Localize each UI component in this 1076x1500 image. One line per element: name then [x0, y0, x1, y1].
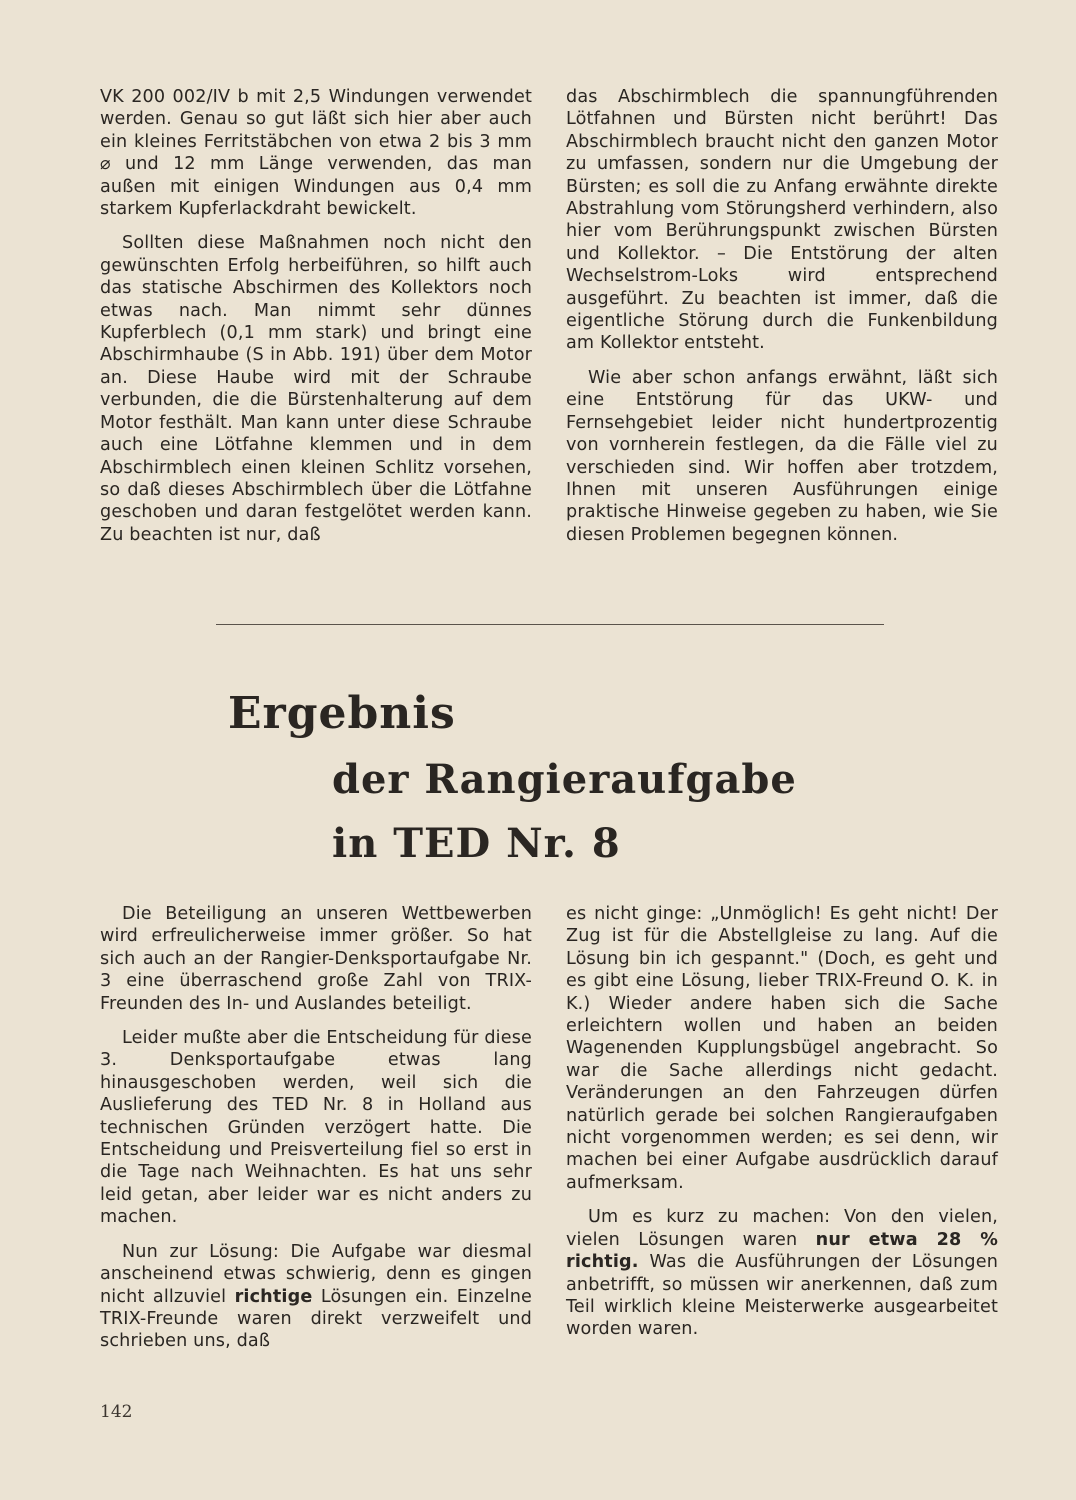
paragraph: Wie aber schon anfangs erwähnt, läßt sich eine Entstörung für das UKW- und Fernsehgebiet leider nicht hundertprozentig von vornherein festlegen, da die Fälle viel zu verschieden sind. Wir hoffen aber trotzdem, Ihnen mit unseren Ausführungen einige praktische Hinweise gegeben zu haben, wie Sie diesen Problemen begegnen können.: [566, 367, 998, 545]
heading-line-1: Ergebnis: [228, 688, 456, 739]
text-run: Nun zur Lösung: Die Aufgabe war diesmal anscheinend etwas schwierig, denn es gingen nicht allzuviel: [100, 1241, 532, 1307]
paragraph: Sollten diese Maßnahmen noch nicht den gewünschten Erfolg herbeiführen, so hilft auch das statische Abschirmen des Kollektors noch etwas nach. Man nimmt sehr dünnes Kupferblech (0,1 mm stark) und bringt eine Abschirmhaube (S in Abb. 191) über dem Motor an. Diese Haube wird mit der Schraube verbunden, die die Bürstenhalterung auf dem Motor festhält. Man kann unter diese Schraube auch eine Lötfahne klemmen und in dem Abschirmblech einen kleinen Schlitz vorsehen, so daß dieses Abschirmblech über die Lötfahne geschoben und daran festgelötet werden kann. Zu beachten ist nur, daß: [100, 233, 532, 545]
heading-line-2: der Rangieraufgabe: [332, 756, 797, 803]
article-top-right-column: [566, 86, 998, 558]
section-divider: [216, 624, 884, 625]
heading-line-3: in TED Nr. 8: [332, 820, 621, 867]
paragraph: VK 200 002/IV b mit 2,5 Windungen verwendet werden. Genau so gut läßt sich hier aber auch ein kleines Ferritstäbchen von etwa 2 bis 3 mm ⌀ und 12 mm Länge verwenden, das man außen mit einigen Windungen aus 0,4 mm starkem Kupferlackdraht bewickelt.: [100, 87, 532, 220]
article-top-left-column: [100, 86, 532, 558]
emphasis: nur etwa 28 % richtig.: [566, 1229, 998, 1273]
page-number: 142: [100, 1402, 133, 1422]
paragraph: Die Beteiligung an unseren Wettbewerben wird erfreulicherweise immer größer. So hat sich auch an der Rangier-Denksportaufgabe Nr. 3 eine überraschend große Zahl von TRIX-Freunden des In- und Auslandes beteiligt.: [100, 904, 532, 1014]
paragraph: es nicht ginge: „Unmöglich! Es geht nicht! Der Zug ist für die Abstellgleise zu lang. Auf die Lösung bin ich gespannt." (Doch, es geht und es gibt eine Lösung, lieber TRIX-Freund O. K. in K.) Wieder andere haben sich die Sache erleichtern wollen und haben an beiden Wagenenden Kupplungsbügel angebracht. So war die Sache allerdings nicht gedacht. Veränderungen an den Fahrzeugen dürfen natürlich gerade bei solchen Rangieraufgaben nicht vorgenommen werden; es sei denn, wir machen bei einer Aufgabe ausdrücklich darauf aufmerksam.: [566, 904, 998, 1193]
paragraph: [100, 1241, 532, 1353]
emphasis: richtige: [234, 1286, 313, 1307]
paragraph: [566, 1206, 998, 1340]
text-run: Um es kurz zu machen: Von den vielen, vielen Lösungen waren: [566, 1207, 998, 1250]
article-bottom-left-column: [100, 903, 532, 1365]
paragraph: Leider mußte aber die Entscheidung für diese 3. Denksportaufgabe etwas lang hinausgeschoben werden, weil sich die Auslieferung des TED Nr. 8 in Holland aus technischen Gründen verzögert hatte. Die Entscheidung und Preisverteilung fiel so erst in die Tage nach Weihnachten. Es hat uns sehr leid getan, aber leider war es nicht anders zu machen.: [100, 1028, 532, 1228]
paragraph: das Abschirmblech die spannungführenden Lötfahnen und Bürsten nicht berührt! Das Abschirmblech braucht nicht den ganzen Motor zu umfassen, sondern nur die Umgebung der Bürsten; es soll die zu Anfang erwähnte direkte Abstrahlung vom Störungsherd verhindern, also hier vom Berührungspunkt zwischen Bürsten und Kollektor. – Die Entstörung der alten Wechselstrom-Loks wird entsprechend ausgeführt. Zu beachten ist immer, daß die eigentliche Störung durch die Funkenbildung am Kollektor entsteht.: [566, 87, 998, 354]
text-run: Lösungen ein. Einzelne TRIX-Freunde waren direkt verzweifelt und schrieben uns, daß: [100, 1286, 532, 1352]
article-bottom-right-column: [566, 903, 998, 1353]
text-run: Was die Ausführungen der Lösungen anbetrifft, so müssen wir anerkennen, daß zum Teil wirklich kleine Meisterwerke ausgearbeitet worden waren.: [566, 1252, 998, 1340]
